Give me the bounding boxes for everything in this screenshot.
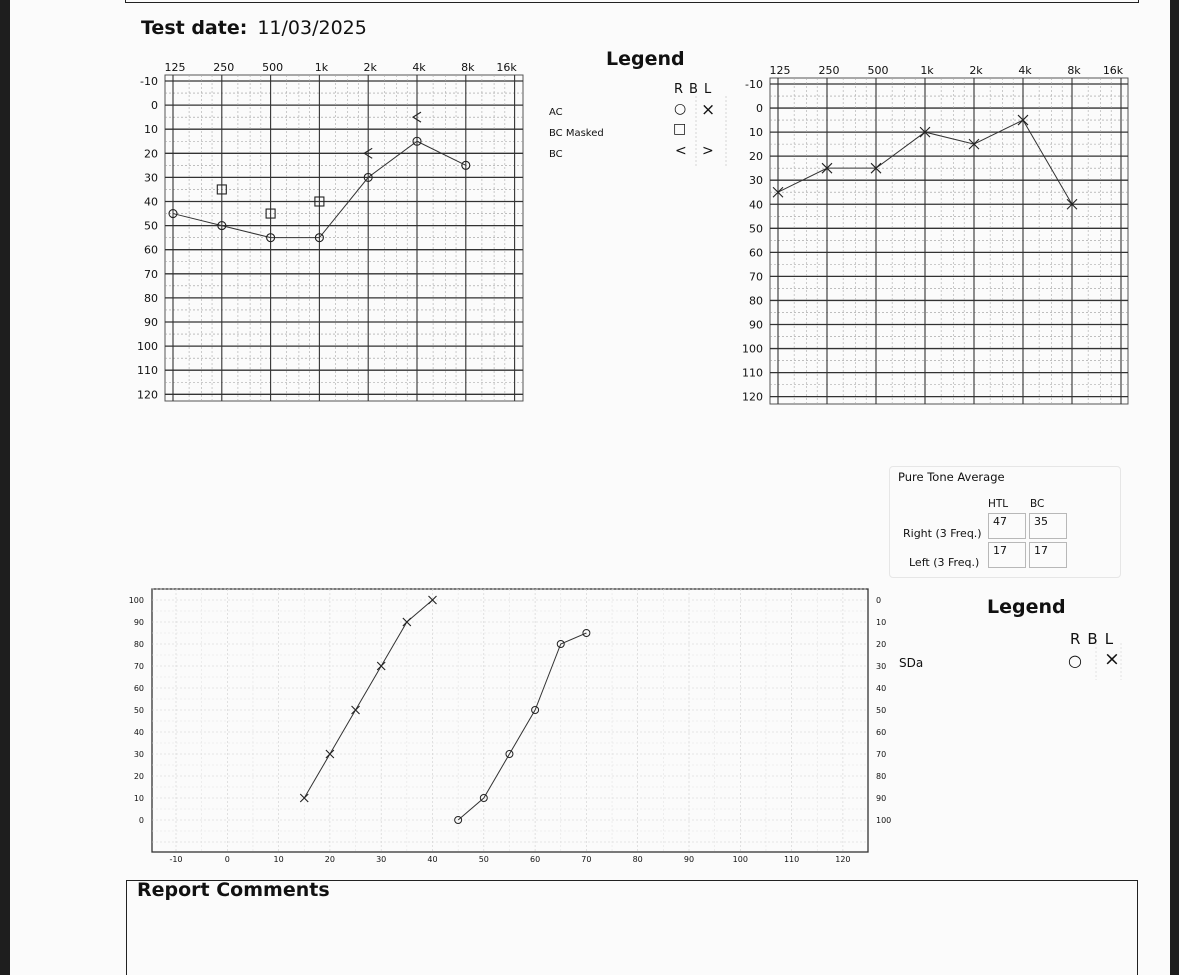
pta-right-bc: 35 (1029, 513, 1067, 539)
report-comments-title: Report Comments (137, 879, 330, 901)
legend-bc-right-symbol: < (675, 143, 687, 159)
speech-x-tick: 70 (581, 855, 592, 864)
audiogram-1-x-tick: 125 (164, 61, 186, 74)
audiogram-2-x-tick: 8k (1067, 64, 1081, 77)
pta-col-htl: HTL (988, 498, 1009, 510)
speech-y-left-tick: 50 (133, 706, 144, 715)
speech-sda-label: SDa (899, 656, 924, 670)
speech-y-left-tick: 30 (133, 750, 144, 759)
speech-series-2-line (458, 633, 586, 820)
audiogram-1-y-tick: 80 (144, 291, 158, 305)
speech-y-right-tick: 30 (876, 662, 887, 671)
audiogram-2-y-tick: 10 (749, 126, 763, 140)
speech-x-tick: 0 (224, 855, 230, 864)
legend-ac-right-symbol: ○ (674, 101, 687, 117)
speech-y-left-tick: 100 (128, 596, 144, 605)
legend-ac-label: AC (549, 107, 563, 118)
speech-y-right-tick: 80 (876, 772, 887, 781)
audiogram-2-y-tick: 70 (749, 270, 763, 284)
speech-x-tick: 90 (683, 855, 695, 864)
speech-x-tick: 110 (783, 855, 800, 864)
audiogram-2-y-tick: 110 (742, 366, 763, 380)
audiogram-1-x-tick: 2k (363, 61, 377, 74)
audiogram-1-y-tick: 70 (144, 267, 158, 281)
speech-y-right-tick: 100 (876, 816, 892, 825)
speech-x-tick: 60 (530, 855, 541, 864)
legend-bc-left-symbol: > (702, 143, 714, 159)
audiogram-2-x-tick: 16k (1102, 64, 1124, 77)
audiogram-1-frame (165, 75, 523, 401)
speech-y-left-tick: 80 (133, 640, 144, 649)
speech-y-left-tick: 60 (133, 684, 144, 693)
speech-x-tick: -10 (169, 855, 183, 864)
speech-y-left-tick: 10 (133, 794, 144, 803)
pta-row-right: Right (3 Freq.) (903, 527, 982, 540)
audiogram-1-y-tick: 30 (144, 171, 158, 185)
legend-bc-masked-right-symbol: □ (673, 121, 687, 137)
report-sheet (10, 0, 1170, 975)
speech-x-tick: 80 (632, 855, 643, 864)
speech-y-right-tick: 90 (876, 794, 887, 803)
audiogram-2-x-tick: 2k (969, 64, 983, 77)
speech-y-left-tick: 70 (133, 662, 144, 671)
speech-x-tick: 20 (324, 855, 335, 864)
speech-x-tick: 50 (478, 855, 489, 864)
speech-y-right-tick: 10 (876, 618, 887, 627)
audiogram-2-x-tick: 1k (920, 64, 934, 77)
test-date-value: 11/03/2025 (257, 17, 367, 39)
legend-bottom-right-symbol: ○ (1068, 651, 1082, 670)
speech-y-left-tick: 20 (133, 772, 144, 781)
audiogram-1-y-tick: 110 (137, 364, 158, 378)
speech-x-tick: 100 (732, 855, 748, 864)
audiogram-2-y-tick: 40 (749, 198, 763, 212)
audiogram-2-x-tick: 250 (818, 64, 840, 77)
audiogram-1-x-tick: 250 (213, 61, 235, 74)
legend-rbl-header: RBL (674, 82, 718, 97)
speech-y-left-tick: 40 (133, 728, 144, 737)
speech-x-tick: 30 (376, 855, 387, 864)
audiogram-1-x-tick: 500 (262, 61, 284, 74)
legend-ac-left-symbol: × (701, 100, 716, 120)
speech-x-tick: 40 (427, 855, 438, 864)
test-date-label: Test date: (141, 17, 248, 39)
audiogram-1-x-tick: 8k (461, 61, 475, 74)
audiogram-1-y-tick: 40 (144, 195, 158, 209)
legend-bc-label: BC (549, 149, 563, 160)
legend-bc-masked-label: BC Masked (549, 128, 604, 139)
speech-y-right-tick: 60 (876, 728, 887, 737)
audiogram-1-y-tick: 90 (144, 316, 158, 329)
pta-row-left: Left (3 Freq.) (909, 556, 980, 569)
pta-title: Pure Tone Average (898, 470, 1005, 484)
speech-x-tick: 120 (835, 855, 851, 864)
audiogram-2-x-tick: 500 (867, 64, 889, 77)
audiogram-2-y-tick: 0 (756, 102, 763, 116)
audiogram-2-frame (770, 78, 1128, 404)
speech-y-right-tick: 40 (876, 684, 887, 693)
audiogram-2-y-tick: 120 (742, 390, 763, 404)
audiogram-1-y-tick: 120 (137, 388, 158, 402)
speech-y-right-tick: 50 (876, 706, 887, 715)
audiogram-1-y-tick: 10 (144, 123, 158, 137)
audiogram-2-x-tick: 125 (769, 64, 791, 77)
audiogram-1-y-tick: 0 (151, 99, 158, 113)
pta-left-htl: 17 (988, 542, 1026, 568)
audiogram-1-x-tick: 4k (412, 61, 426, 74)
speech-x-tick: 10 (273, 855, 284, 864)
audiogram-1-y-tick: 100 (137, 340, 158, 354)
audiogram-1-y-tick: 50 (144, 219, 158, 233)
legend-bottom-left-symbol: × (1104, 648, 1120, 670)
speech-y-right-tick: 70 (876, 750, 887, 759)
audiogram-2-y-tick: 60 (749, 246, 763, 260)
pta-right-htl: 47 (988, 513, 1026, 539)
audiogram-1-y-tick: 60 (144, 243, 158, 257)
audiogram-2-y-tick: 30 (749, 174, 763, 188)
speech-y-right-tick: 0 (876, 596, 882, 605)
audiogram-2-y-tick: 100 (742, 342, 763, 356)
audiogram-2-y-tick: 20 (749, 150, 763, 164)
pta-left-bc: 17 (1029, 542, 1067, 568)
speech-y-left-tick: 90 (133, 618, 144, 627)
audiogram-1-y-tick: 20 (144, 147, 158, 161)
legend-bottom-title: Legend (987, 596, 1066, 618)
audiogram-1-y-tick: -10 (140, 75, 158, 88)
audiogram-2-x-tick: 4k (1018, 64, 1032, 77)
speech-y-right-tick: 20 (876, 640, 887, 649)
audiogram-2-y-tick: 50 (749, 222, 763, 236)
speech-y-left-tick: 0 (138, 816, 144, 825)
legend-title: Legend (606, 48, 685, 70)
audiogram-1-x-tick: 1k (314, 61, 329, 74)
audiogram-2-y-tick: 80 (749, 294, 763, 308)
audiogram-2-y-tick: -10 (745, 78, 763, 91)
pta-col-bc: BC (1030, 498, 1045, 510)
audiogram-2-y-tick: 90 (749, 318, 763, 332)
legend-bottom-rbl-header: RBL (1070, 630, 1121, 648)
audiogram-1-x-tick: 16k (496, 61, 517, 74)
speech-chart-frame (152, 589, 868, 852)
